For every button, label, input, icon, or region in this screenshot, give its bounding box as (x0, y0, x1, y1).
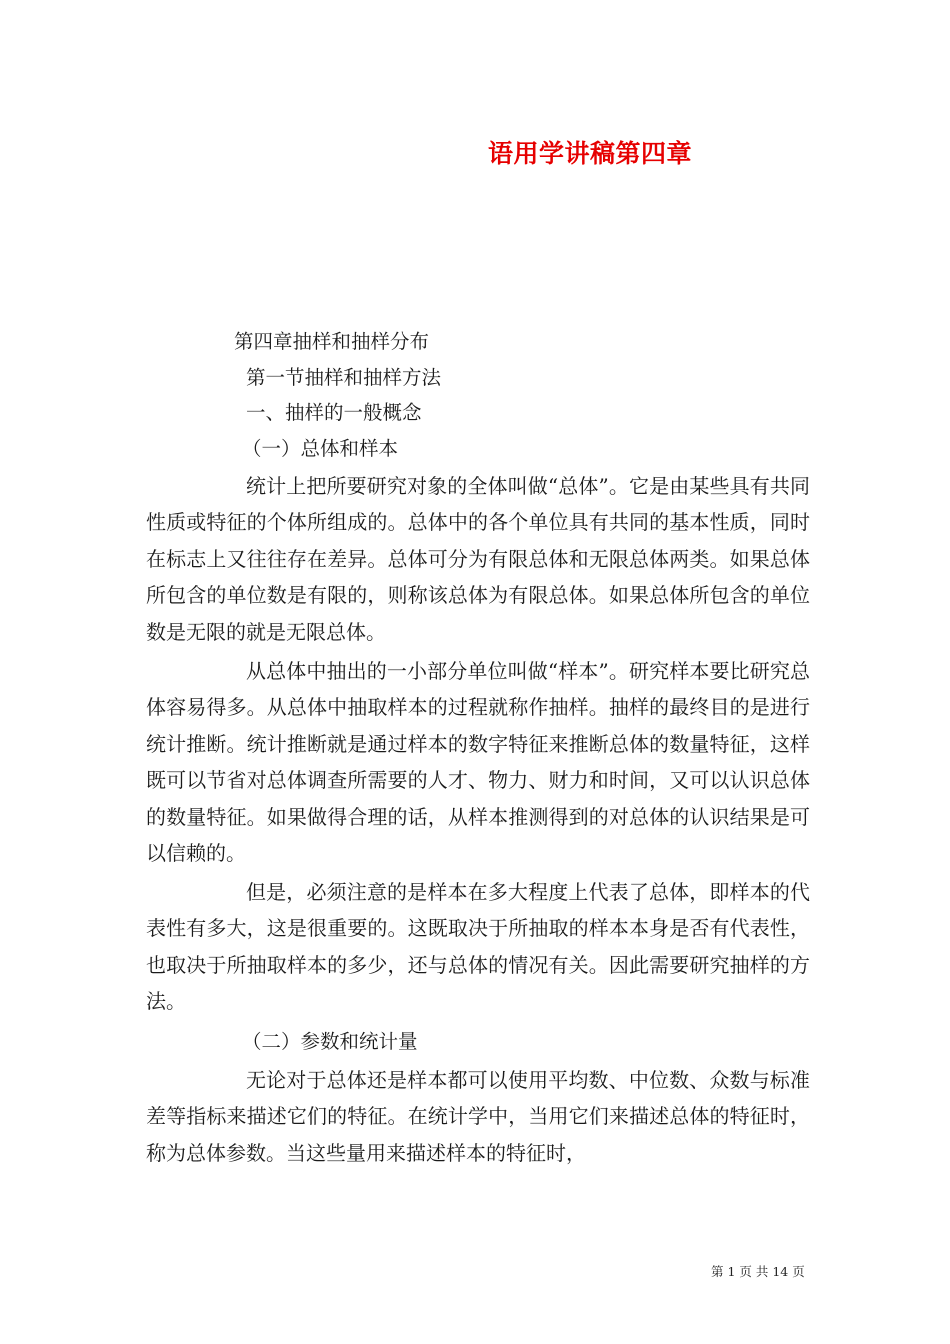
section-heading: 第一节抽样和抽样方法 (246, 366, 442, 389)
subsection-heading-population-sample: （一）总体和样本 (242, 437, 399, 460)
page-number-footer: 第 1 页 共 14 页 (711, 1264, 805, 1279)
subsection-heading-concept: 一、抽样的一般概念 (246, 401, 422, 424)
paragraph-representativeness: 但是，必须注意的是样本在多大程度上代表了总体，即样本的代表性有多大，这是很重要的。这既取决于所抽取的样本本身是否有代表性，也取决于所抽取样本的多少，还与总体的情况有关。因此需要研究抽样的方法。 (146, 880, 810, 1014)
paragraph-sample: 从总体中抽出的一小部分单位叫做“样本”。研究样本要比研究总体容易得多。从总体中抽取样本的过程就称作抽样。抽样的最终目的是进行统计推断。统计推断就是通过样本的数字特征来推断总体的数量特征，这样既可以节省对总体调查所需要的人才、物力、财力和时间，又可以认识总体的数量特征。如果做得合理的话，从样本推测得到的对总体的认识结果是可以信赖的。 (146, 659, 810, 866)
paragraph-parameters: 无论对于总体还是样本都可以使用平均数、中位数、众数与标准差等指标来描述它们的特征。在统计学中，当用它们来描述总体的特征时，称为总体参数。当这些量用来描述样本的特征时， (146, 1068, 810, 1165)
subsection-heading-parameters: （二）参数和统计量 (242, 1030, 418, 1053)
document-title: 语用学讲稿第四章 (488, 139, 693, 168)
paragraph-population: 统计上把所要研究对象的全体叫做“总体”。它是由某些具有共同性质或特征的个体所组成的。总体中的各个单位具有共同的基本性质，同时在标志上又往往存在差异。总体可分为有限总体和无限总体两类。如果总体所包含的单位数是有限的，则称该总体为有限总体。如果总体所包含的单位数是无限的就是无限总体。 (146, 474, 810, 644)
chapter-heading: 第四章抽样和抽样分布 (234, 330, 430, 353)
